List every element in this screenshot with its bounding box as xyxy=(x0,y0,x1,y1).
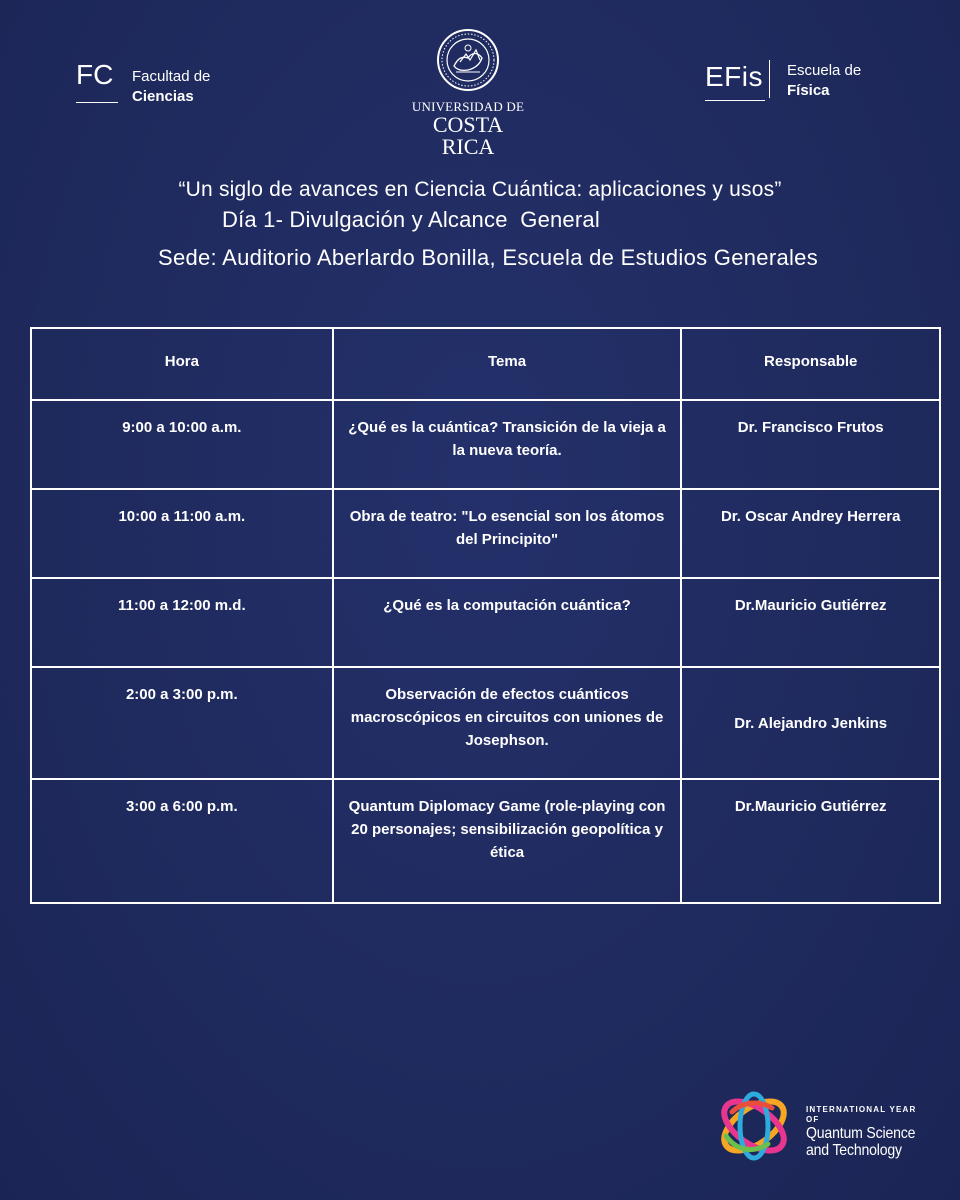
event-title: “Un siglo de avances en Ciencia Cuántica: aplicaciones y usos” xyxy=(178,178,782,201)
cell-hora: 2:00 a 3:00 p.m. xyxy=(31,667,333,779)
header-tema: Tema xyxy=(333,328,682,400)
cell-hora: 9:00 a 10:00 a.m. xyxy=(31,400,333,489)
ucr-logo xyxy=(408,28,528,158)
escuela-fisica-logo xyxy=(705,60,861,101)
cell-tema: ¿Qué es la computación cuántica? xyxy=(333,578,682,667)
efis-divider xyxy=(769,60,770,98)
fc-name-line1: Facultad de xyxy=(132,68,211,85)
ucr-name-line1: UNIVERSIDAD DE xyxy=(411,99,525,114)
header-hora: Hora xyxy=(31,328,333,400)
cell-responsable: Dr. Oscar Andrey Herrera xyxy=(681,489,940,578)
fc-name-line2: Ciencias xyxy=(132,88,194,105)
cell-tema: Observación de efectos cuánticos macroscópicos en circuitos con uniones de Josephson. xyxy=(333,667,682,779)
efis-underline xyxy=(705,100,765,101)
fc-underline xyxy=(76,102,118,103)
cell-hora: 11:00 a 12:00 m.d. xyxy=(31,578,333,667)
iyq-text xyxy=(806,1105,932,1159)
ucr-name-line2: COSTA RICA xyxy=(432,112,504,159)
iyq-small-label: INTERNATIONAL YEAR OF xyxy=(806,1105,917,1124)
cell-tema: Quantum Diplomacy Game (role-playing con 20 personajes; sensibilización geopolítica y ética xyxy=(333,779,682,903)
header-responsable: Responsable xyxy=(681,328,940,400)
table-row xyxy=(31,578,940,667)
efis-name xyxy=(787,61,861,101)
table-row xyxy=(31,667,940,779)
event-venue: Sede: Auditorio Aberlardo Bonilla, Escuela de Estudios Generales xyxy=(157,245,819,270)
table-row xyxy=(31,779,940,903)
cell-responsable: Dr. Francisco Frutos xyxy=(681,400,940,489)
schedule-table xyxy=(30,327,941,904)
iyq-line1: Quantum Science xyxy=(806,1125,916,1142)
cell-hora: 3:00 a 6:00 p.m. xyxy=(31,779,333,903)
efis-mark-text: EFis xyxy=(705,61,763,92)
iyq-knot-icon xyxy=(712,1084,796,1168)
cell-responsable: Dr. Alejandro Jenkins xyxy=(681,667,940,779)
table-row xyxy=(31,489,940,578)
fc-name xyxy=(132,67,210,107)
cell-tema: ¿Qué es la cuántica? Transición de la vieja a la nueva teoría. xyxy=(333,400,682,489)
fc-mark xyxy=(76,60,120,90)
iyq-line2: and Technology xyxy=(806,1142,902,1159)
cell-hora: 10:00 a 11:00 a.m. xyxy=(31,489,333,578)
efis-mark xyxy=(705,60,769,94)
iyq-logo xyxy=(712,1084,932,1168)
cell-responsable: Dr.Mauricio Gutiérrez xyxy=(681,779,940,903)
cell-tema: Obra de teatro: "Lo esencial son los átomos del Principito" xyxy=(333,489,682,578)
university-seal-icon xyxy=(436,28,500,92)
cell-responsable: Dr.Mauricio Gutiérrez xyxy=(681,578,940,667)
facultad-ciencias-logo xyxy=(76,60,210,107)
efis-name-line1: Escuela de xyxy=(787,62,862,79)
event-day: Día 1- Divulgación y Alcance General xyxy=(222,207,600,232)
efis-name-line2: Física xyxy=(787,82,830,99)
fc-mark-text: FC xyxy=(76,59,114,90)
table-row xyxy=(31,400,940,489)
table-header-row xyxy=(31,328,940,400)
